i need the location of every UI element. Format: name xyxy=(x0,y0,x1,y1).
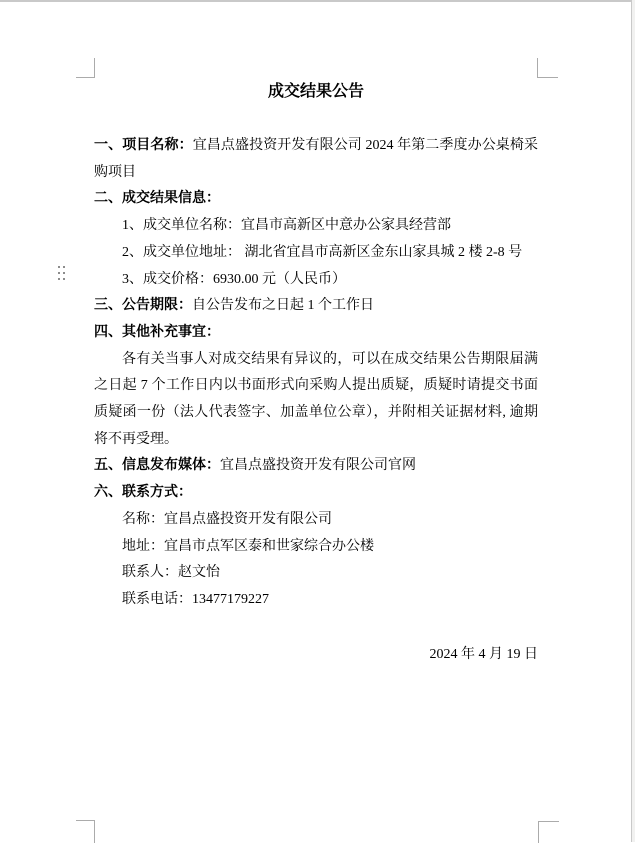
paragraph xyxy=(94,293,538,320)
paragraph xyxy=(94,560,538,587)
text-run: 各有关当事人对成交结果有异议的，可以在成交结果公告期限届满之日起 7 个工作日内以书面形式向采购人提出质疑，质疑时请提交书面质疑函一份（法人代表签字、加盖单位公章），并附相关证据材料, 逾期将不再受理。 xyxy=(94,351,538,447)
document-body xyxy=(94,133,538,614)
text-run: 二、成交结果信息： xyxy=(94,191,220,207)
margin-mark-bottom-left xyxy=(76,820,95,843)
paragraph xyxy=(94,186,538,213)
paragraph xyxy=(94,320,538,347)
text-run: 四、其他补充事宜： xyxy=(94,324,220,340)
text-run: 三、公告期限： xyxy=(94,298,192,314)
drag-handle-icon[interactable] xyxy=(58,266,67,283)
text-run: 3、成交价格：6930.00 元（人民币） xyxy=(122,271,346,287)
page-title: 成交结果公告 xyxy=(267,83,364,100)
document-date: 2024 年 4 月 19 日 xyxy=(429,646,538,662)
paragraph xyxy=(94,347,538,454)
page-border-right xyxy=(631,0,632,842)
paragraph xyxy=(94,507,538,534)
text-run: 宜昌点盛投资开发有限公司官网 xyxy=(220,458,416,474)
margin-mark-bottom-right xyxy=(538,821,559,843)
text-run: 六、联系方式： xyxy=(94,485,192,501)
paragraph xyxy=(94,267,538,294)
page-border-top xyxy=(0,0,635,2)
paragraph xyxy=(94,240,538,267)
text-run: 2、成交单位地址： 湖北省宜昌市高新区金东山家具城 2 楼 2-8 号 xyxy=(122,244,523,260)
document-content xyxy=(94,78,538,668)
text-run: 1、成交单位名称：宜昌市高新区中意办公家具经营部 xyxy=(122,218,451,234)
text-run: 宜昌点盛投资开发有限公司 2024 年第二季度办公桌椅采购项目 xyxy=(94,138,539,180)
text-run: 五、信息发布媒体： xyxy=(94,458,220,474)
text-run: 自公告发布之日起 1 个工作日 xyxy=(192,298,374,314)
paragraph xyxy=(94,133,538,186)
paragraph xyxy=(94,534,538,561)
paragraph xyxy=(94,213,538,240)
text-run: 一、项目名称： xyxy=(94,138,193,153)
text-run: 联系电话：13477179227 xyxy=(122,591,269,607)
paragraph xyxy=(94,480,538,507)
paragraph xyxy=(94,453,538,480)
paragraph xyxy=(94,587,538,614)
text-run: 名称：宜昌点盛投资开发有限公司 xyxy=(122,511,332,527)
text-run: 地址：宜昌市点军区泰和世家综合办公楼 xyxy=(122,538,374,554)
margin-mark-top-left xyxy=(76,58,95,78)
text-run: 联系人：赵文怡 xyxy=(122,565,220,581)
margin-mark-top-right xyxy=(537,58,558,78)
